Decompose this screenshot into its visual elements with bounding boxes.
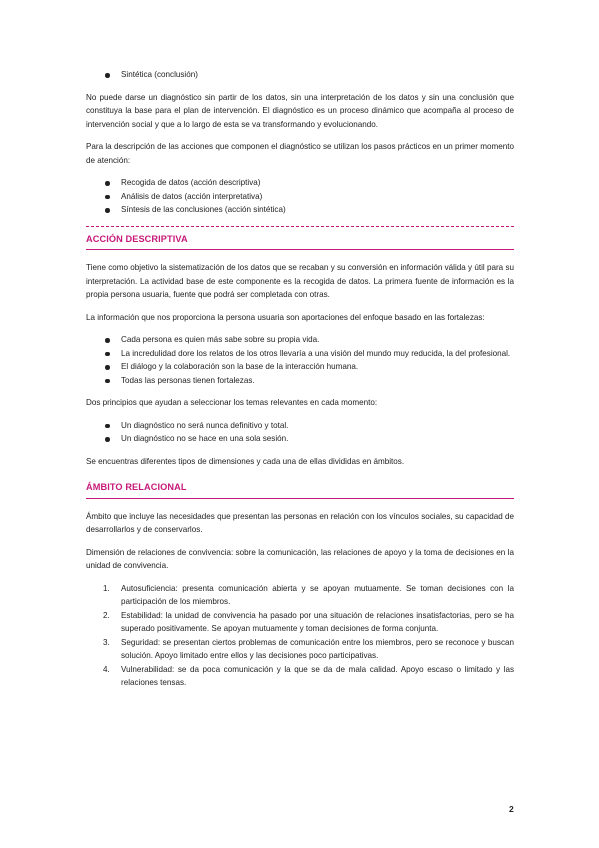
principles-list — [86, 419, 514, 446]
list-item — [86, 636, 514, 663]
levels-list — [86, 582, 514, 690]
paragraph-objective: Tiene como objetivo la sistematización de los datos que se recaban y su conversión en información válida y útil para su interpretación. La actividad base de este componente es la recogida de datos. La primera fuente de información es la propia persona usuaria, fuente que podrá ser completada con otras. — [86, 263, 514, 299]
section-heading-ambito-relacional: ÁMBITO RELACIONAL — [86, 477, 514, 499]
list-item: Análisis de datos (acción interpretativa) — [86, 190, 514, 204]
list-item: Todas las personas tienen fortalezas. — [86, 374, 514, 388]
list-number: 4. — [103, 664, 110, 674]
paragraph-convivencia: Dimensión de relaciones de convivencia: sobre la comunicación, las relaciones de apoyo y la toma de decisiones en la unidad de convivencia. — [86, 547, 514, 570]
document-page — [86, 68, 514, 699]
paragraph-steps-intro: Para la descripción de las acciones que componen el diagnóstico se utilizan los pasos prácticos en un primer momento de atención: — [86, 142, 514, 165]
list-number: 2. — [103, 610, 110, 620]
intro-bullet-list — [86, 68, 514, 82]
list-number: 1. — [103, 583, 110, 593]
page-number: 2 — [509, 804, 514, 814]
steps-list — [86, 176, 514, 217]
paragraph-diagnosis: No puede darse un diagnóstico sin partir de los datos, sin una interpretación de los datos y sin una conclusión que constituya la base para el plan de intervención. El diagnóstico es un proceso dinámico que acompaña al proceso de intervención social y que a lo largo de esta se va transformando y evolucionando. — [86, 92, 514, 129]
list-item: Recogida de datos (acción descriptiva) — [86, 176, 514, 190]
paragraph-principles-intro: Dos principios que ayudan a seleccionar los temas relevantes en cada momento: — [86, 398, 378, 407]
section-heading-accion-descriptiva: ACCIÓN DESCRIPTIVA — [86, 226, 514, 251]
list-item: Un diagnóstico no será nunca definitivo y total. — [86, 419, 514, 433]
list-number: 3. — [103, 637, 110, 647]
list-item — [86, 663, 514, 690]
paragraph-dimensions: Se encuentras diferentes tipos de dimensiones y cada una de ellas divididas en ámbitos. — [86, 456, 405, 466]
list-item: Síntesis de las conclusiones (acción sintética) — [86, 203, 514, 217]
list-item-text: Estabilidad: la unidad de convivencia ha pasado por una situación de relaciones insatisfactorias, pero se ha superado positivamente. Se apoyan mutuamente y toman decisiones de forma conjunta. — [121, 610, 514, 633]
list-item: Sintética (conclusión) — [86, 68, 514, 82]
list-item — [86, 582, 514, 609]
list-item-text: Vulnerabilidad: se da poca comunicación y la que se da de mala calidad. Apoyo escaso o limitado y las relaciones tensas. — [121, 664, 514, 687]
list-item: Un diagnóstico no se hace en una sola sesión. — [86, 432, 514, 446]
list-item-text: Seguridad: se presentan ciertos problemas de comunicación entre los miembros, pero se reconoce y buscan solución. Apoyo limitado entre ellos y las decisiones poco participativas. — [121, 637, 514, 660]
paragraph-strengths-intro: La información que nos proporciona la persona usuaria son aportaciones del enfoque basado en las fortalezas: — [86, 312, 485, 322]
list-item: La incredulidad dore los relatos de los otros llevaría a una visión del mundo muy reducida, la del profesional. — [86, 347, 514, 361]
strengths-list — [86, 333, 514, 387]
paragraph-ambito: Ámbito que incluye las necesidades que presentan las personas en relación con los vínculos sociales, su capacidad de desarrollarlos y de conservarlos. — [86, 511, 514, 534]
list-item: El diálogo y la colaboración son la base de la interacción humana. — [86, 360, 514, 374]
list-item-text: Autosuficiencia: presenta comunicación abierta y se apoyan mutuamente. Se toman decisiones con la participación de los miembros. — [121, 583, 514, 606]
list-item: Cada persona es quien más sabe sobre su propia vida. — [86, 333, 514, 347]
list-item — [86, 609, 514, 636]
